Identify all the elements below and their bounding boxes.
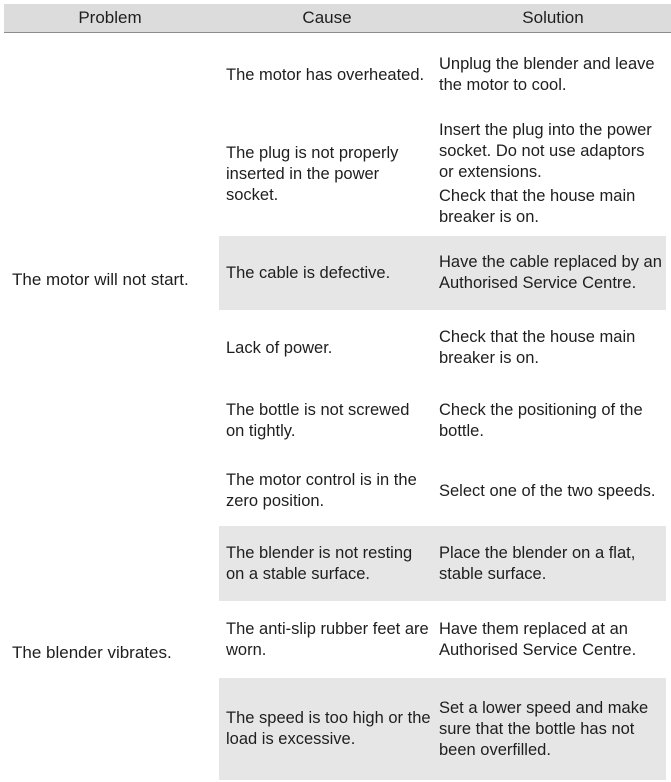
solution-text: Insert the plug into the power socket. Do not use adaptors or extensions. <box>439 121 652 181</box>
solution-text: Have the cable replaced by an Authorised Service Centre. <box>439 253 662 292</box>
table-row <box>219 38 666 112</box>
solution-text: Set a lower speed and make sure that the bottle has not been overfilled. <box>439 698 649 759</box>
solution-cell <box>439 386 663 456</box>
solution-text: Unplug the blender and leave the motor to cool. <box>439 55 655 94</box>
cause-cell <box>226 38 431 112</box>
cause-text: The bottle is not screwed on tightly. <box>226 401 410 440</box>
cause-text: The plug is not properly inserted in the power socket. <box>226 143 399 204</box>
cause-text: The anti-slip rubber feet are worn. <box>226 619 429 659</box>
solution-text: Have them replaced at an Authorised Service Centre. <box>439 619 637 659</box>
solution-text: Check that the house main breaker is on. <box>439 187 636 226</box>
cause-text: Lack of power. <box>226 338 333 357</box>
solution-cell <box>439 310 663 386</box>
solution-cell <box>439 526 663 601</box>
header-solution: Solution <box>522 8 584 27</box>
cause-text: The speed is too high or the load is excessive. <box>226 709 431 748</box>
solution-cell <box>439 456 663 526</box>
cause-text: The motor control is in the zero position. <box>226 471 417 510</box>
solution-cell <box>439 112 663 236</box>
solution-cell <box>439 601 663 678</box>
solution-text: Check that the house main breaker is on. <box>439 328 636 367</box>
solution-cell <box>439 678 663 780</box>
solution-cell <box>439 38 663 112</box>
solution-text: Place the blender on a flat, stable surface. <box>439 543 636 583</box>
cause-text: The blender is not resting on a stable surface. <box>226 543 413 583</box>
problem-blender-vibrates: The blender vibrates. <box>12 643 172 662</box>
solution-cell <box>439 236 663 310</box>
cause-text: The cable is defective. <box>226 263 391 282</box>
cause-cell <box>226 236 431 310</box>
cause-cell <box>226 601 431 678</box>
cause-cell <box>226 678 431 780</box>
cause-cell <box>226 112 431 236</box>
table-row <box>219 236 666 310</box>
table-row <box>219 678 666 780</box>
header-cause: Cause <box>302 8 352 27</box>
cause-cell <box>226 456 431 526</box>
header-problem: Problem <box>78 8 142 27</box>
table-header <box>4 4 671 33</box>
table-row <box>219 526 666 601</box>
table-row <box>219 112 666 236</box>
problem-motor-will-not-start: The motor will not start. <box>12 270 189 289</box>
table-row <box>219 456 666 526</box>
cause-text: The motor has overheated. <box>226 65 425 84</box>
solution-text: Check the positioning of the bottle. <box>439 401 643 440</box>
cause-cell <box>226 386 431 456</box>
cause-cell <box>226 310 431 386</box>
solution-text: Select one of the two speeds. <box>439 481 656 500</box>
table-row <box>219 310 666 386</box>
cause-cell <box>226 526 431 601</box>
table-row <box>219 601 666 678</box>
table-row <box>219 386 666 456</box>
